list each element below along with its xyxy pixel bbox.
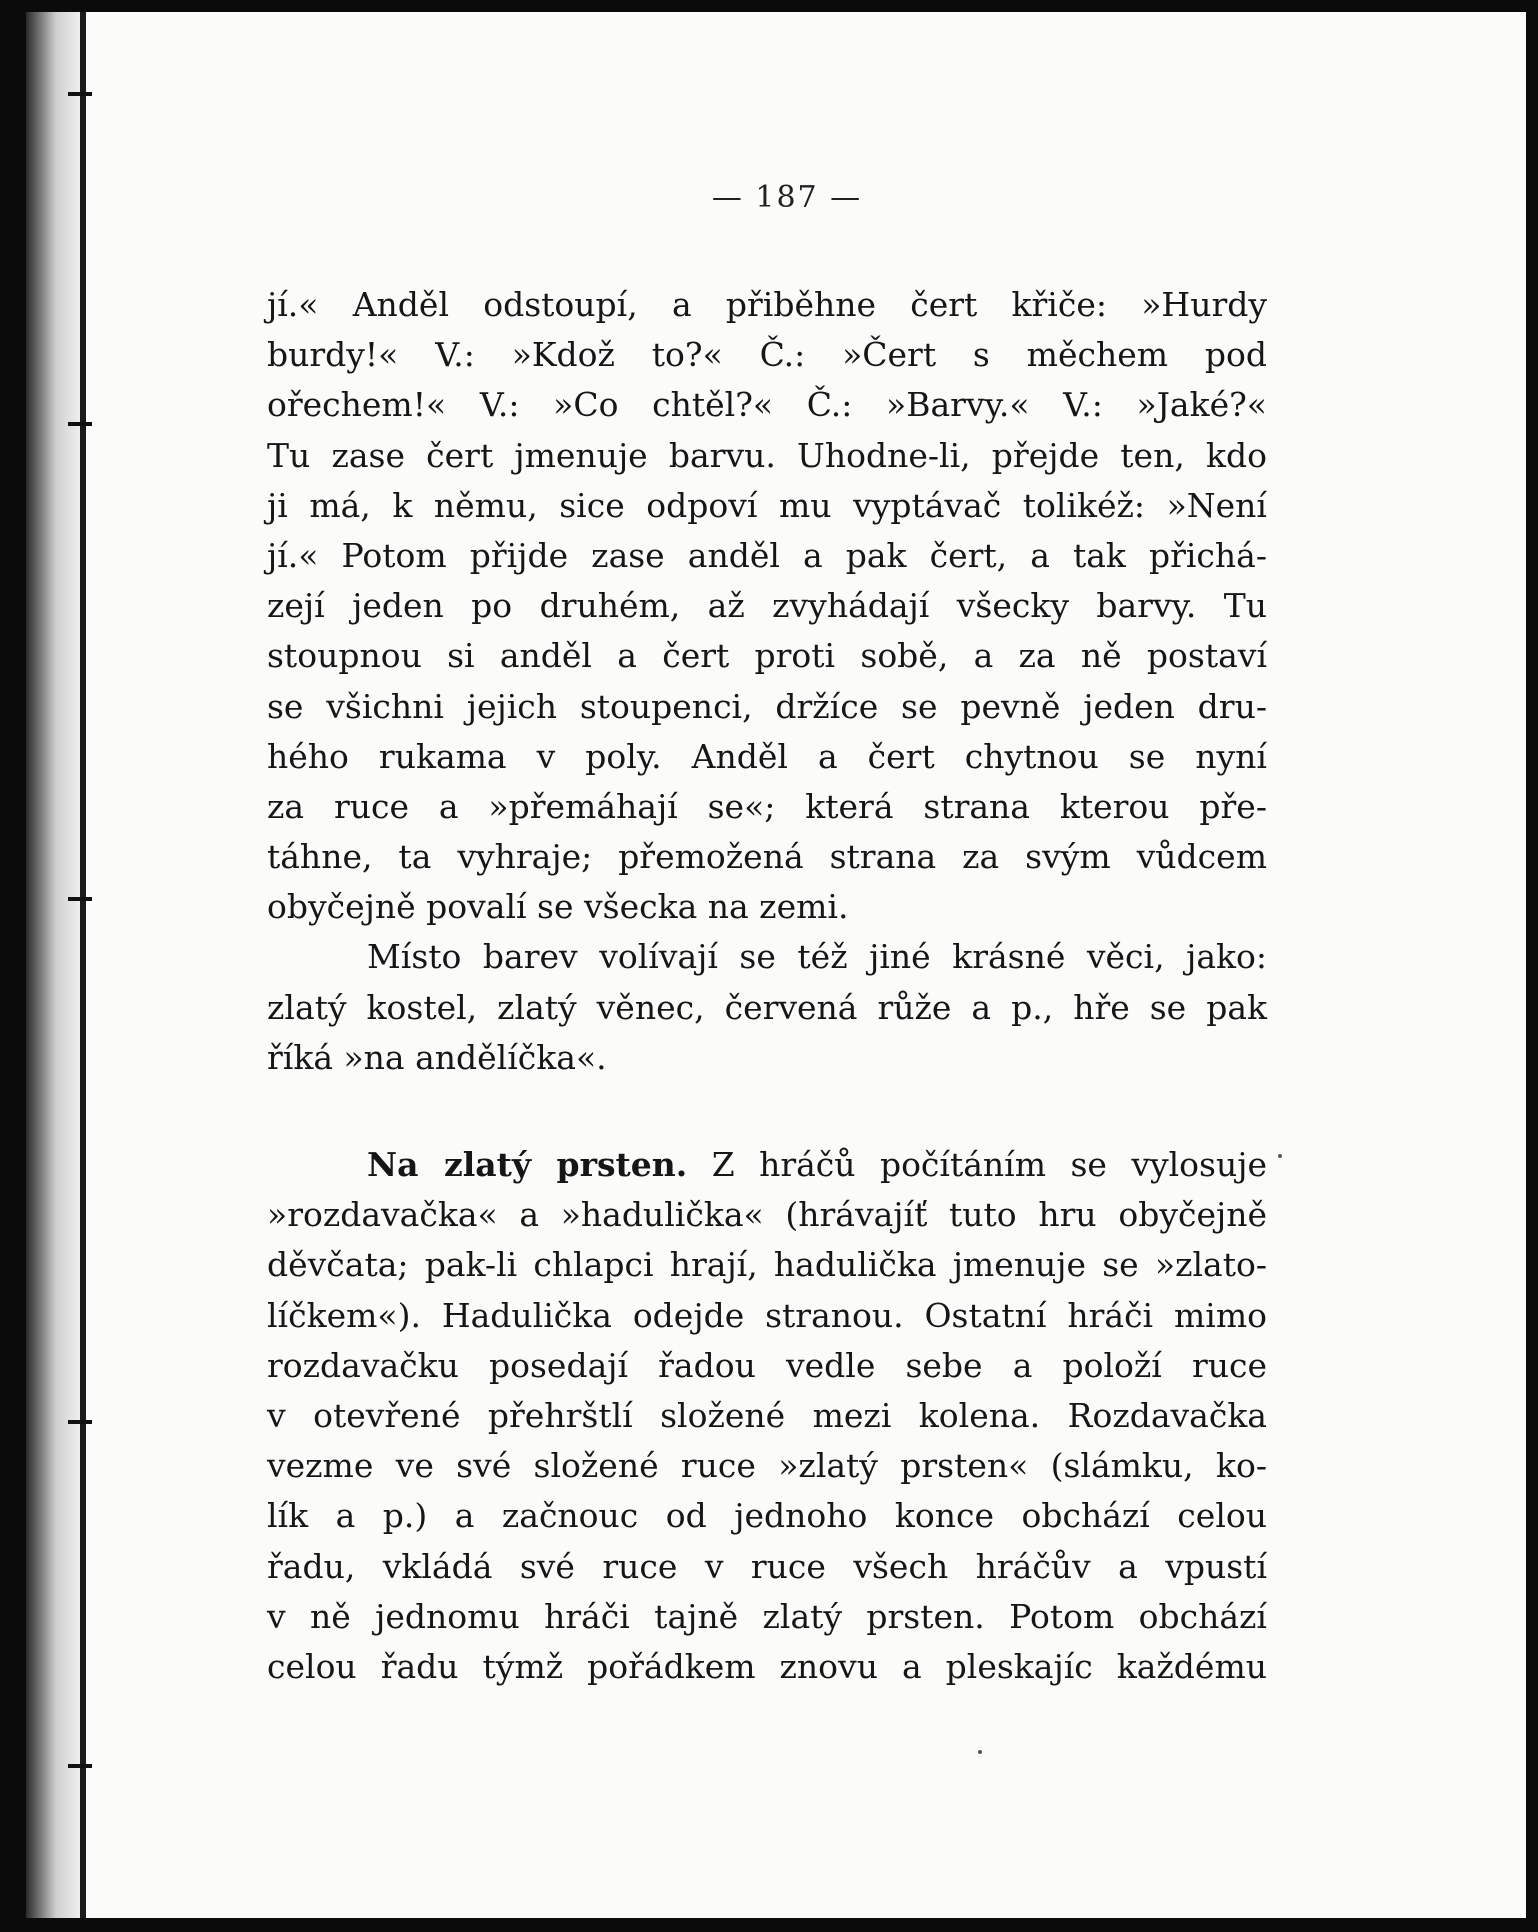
- paper-speck: [978, 1750, 982, 1754]
- text-line: hého rukama v poly. Anděl a čert chytnou se nyní: [267, 736, 1267, 776]
- binding-mark: [68, 897, 92, 901]
- text-line: ořechem!« V.: »Co chtěl?« Č.: »Barvy.« V.: »Jaké?«: [267, 385, 1267, 425]
- paragraph-gap: [267, 1083, 1267, 1140]
- text-line: v ně jednomu hráči tajně zlatý prsten. Potom obchází: [267, 1596, 1267, 1636]
- binding-mark: [68, 422, 92, 426]
- text-line: říká »na andělíčka«.: [267, 1037, 607, 1077]
- section-first-line: [267, 1140, 1267, 1190]
- text-line: Místo barev volívají se též jiné krásné věci, jako:: [367, 937, 1267, 977]
- text-line: děvčata; pak-li chlapci hrají, hadulička jmenuje se »zlato-: [267, 1245, 1267, 1285]
- text-line: obyčejně povalí se všecka na zemi.: [267, 887, 849, 927]
- text-line: burdy!« V.: »Kdož to?« Č.: »Čert s měchem pod: [267, 335, 1267, 375]
- text-line: stoupnou si anděl a čert proti sobě, a za ně postaví: [267, 636, 1267, 676]
- text-line: se všichni jejich stoupenci, držíce se pevně jeden dru-: [267, 686, 1267, 726]
- text-line: jí.« Potom přijde zase anděl a pak čert, a tak přichá-: [267, 535, 1267, 575]
- text-line: zejí jeden po druhém, až zvyhádají všecky barvy. Tu: [267, 586, 1267, 626]
- text-line: ji má, k němu, sice odpoví mu vyptávač tolikéž: »Není: [267, 485, 1267, 525]
- text-line: rozdavačku posedají řadou vedle sebe a položí ruce: [267, 1345, 1267, 1385]
- text-line: táhne, ta vyhraje; přemožená strana za svým vůdcem: [267, 837, 1267, 877]
- binding-edge: [80, 12, 86, 1918]
- body-text: [267, 280, 1267, 1692]
- text-line: řadu, vkládá své ruce v ruce všech hráčův a vpustí: [267, 1546, 1267, 1586]
- text-line: celou řadu týmž pořádkem znovu a pleskajíc každému: [267, 1646, 1267, 1686]
- page-gutter-shadow: [26, 12, 84, 1918]
- section-heading: Na zlatý prsten.: [367, 1145, 688, 1184]
- text-line: lík a p.) a začnouc od jednoho konce obchází celou: [267, 1496, 1267, 1536]
- binding-mark: [68, 1420, 92, 1424]
- text-line: vezme ve své složené ruce »zlatý prsten« (slámku, ko-: [267, 1446, 1267, 1486]
- text-line: »rozdavačka« a »hadulička« (hrávajíť tuto hru obyčejně: [267, 1195, 1267, 1235]
- text-line: líčkem«). Hadulička odejde stranou. Ostatní hráči mimo: [267, 1295, 1267, 1335]
- text-line: za ruce a »přemáhají se«; která strana kterou pře-: [267, 786, 1267, 826]
- text-run: Z hráčů počítáním se vylosuje: [687, 1145, 1267, 1184]
- paper-speck: [1278, 1154, 1282, 1158]
- binding-mark: [68, 1764, 92, 1768]
- binding-mark: [68, 92, 92, 96]
- text-line: jí.« Anděl odstoupí, a přiběhne čert křiče: »Hurdy: [267, 285, 1267, 324]
- page-number: — 187 —: [711, 180, 863, 215]
- book-page: [26, 12, 1526, 1918]
- text-line: Tu zase čert jmenuje barvu. Uhodne-li, přejde ten, kdo: [267, 435, 1267, 475]
- text-line: zlatý kostel, zlatý věnec, červená růže a p., hře se pak: [267, 987, 1267, 1027]
- text-line: v otevřené přehrštlí složené mezi kolena. Rozdavačka: [267, 1395, 1267, 1435]
